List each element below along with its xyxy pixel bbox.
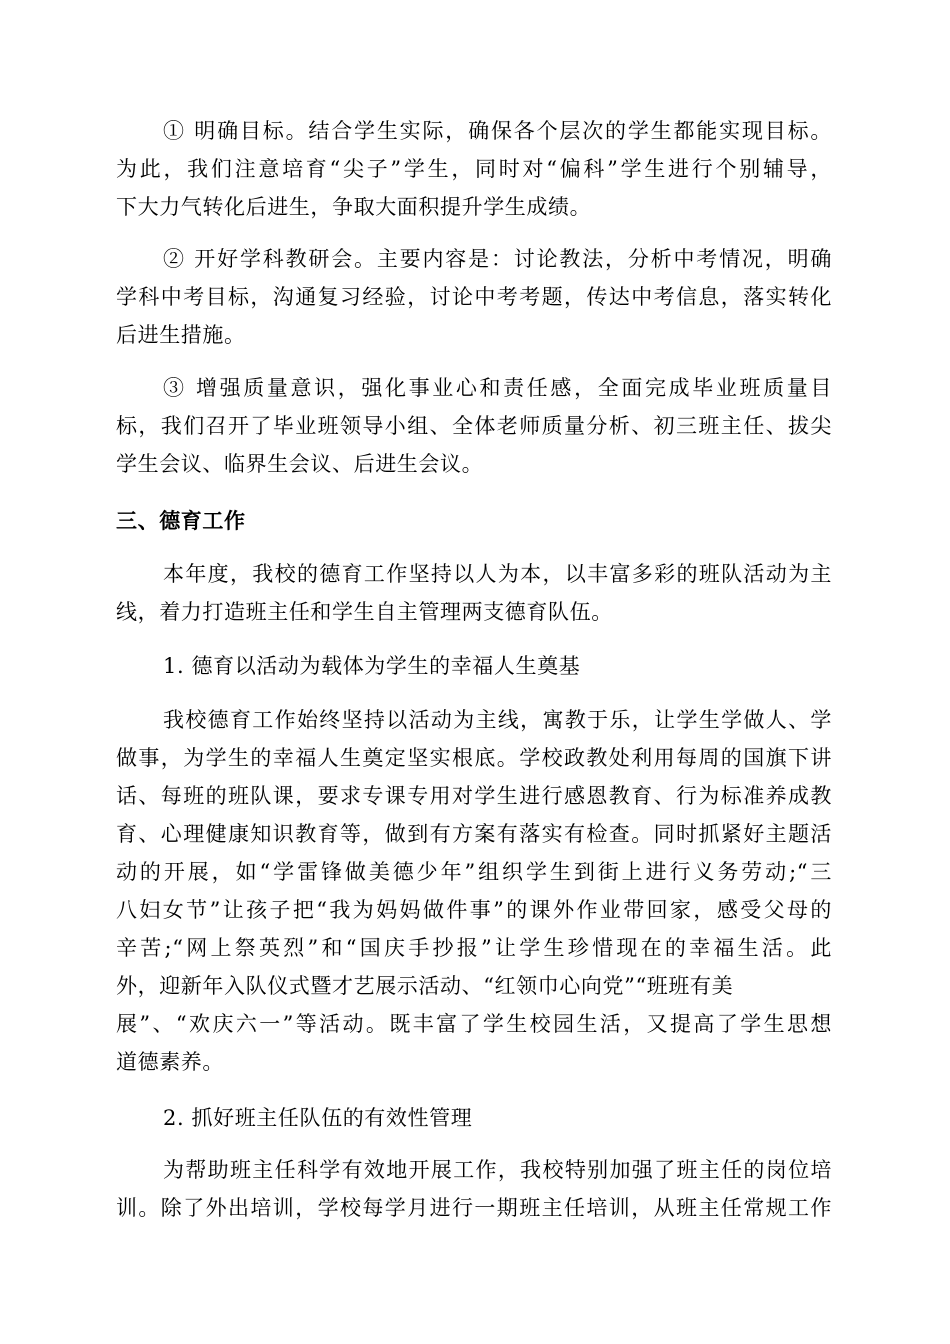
- paragraph-line: 我校德育工作始终坚持以活动为主线，寓教于乐，让学生学做人、学: [163, 708, 832, 732]
- paragraph-line: 为此，我们注意培育“尖子”学生，同时对“偏科”学生进行个别辅导，: [116, 157, 832, 181]
- subsection-heading: 2. 抓好班主任队伍的有效性管理: [163, 1106, 473, 1130]
- paragraph-line: 八妇女节”让孩子把“我为妈妈做件事”的课外作业带回家，感受父母的: [116, 898, 832, 922]
- paragraph-line: 动的开展，如“学雷锋做美德少年”组织学生到街上进行义务劳动;“三: [116, 860, 832, 884]
- paragraph-line: 为帮助班主任科学有效地开展工作，我校特别加强了班主任的岗位培: [163, 1158, 832, 1182]
- paragraph-line: 话、每班的班队课，要求专课专用对学生进行感恩教育、行为标准养成教: [116, 784, 832, 808]
- paragraph-line: 展”、“欢庆六一”等活动。既丰富了学生校园生活，又提高了学生思想: [116, 1012, 832, 1036]
- paragraph-line: 本年度，我校的德育工作坚持以人为本，以丰富多彩的班队活动为主: [163, 562, 832, 586]
- paragraph-line: 后进生措施。: [116, 323, 246, 347]
- paragraph-line: 标，我们召开了毕业班领导小组、全体老师质量分析、初三班主任、拔尖: [116, 414, 832, 438]
- section-heading: 三、德育工作: [116, 509, 246, 533]
- paragraph-line: 道德素养。: [116, 1050, 224, 1074]
- paragraph-line: 学科中考目标，沟通复习经验，讨论中考考题，传达中考信息，落实转化: [116, 285, 832, 309]
- paragraph-line: 下大力气转化后进生，争取大面积提升学生成绩。: [116, 195, 592, 219]
- paragraph-line: ① 明确目标。结合学生实际，确保各个层次的学生都能实现目标。: [163, 119, 832, 143]
- paragraph-line: 线，着力打造班主任和学生自主管理两支德育队伍。: [116, 600, 613, 624]
- paragraph-line: ② 开好学科教研会。主要内容是：讨论教法，分析中考情况，明确: [163, 247, 832, 271]
- paragraph-line: 外，迎新年入队仪式暨才艺展示活动、“红领巾心向党”“班班有美: [116, 974, 734, 998]
- paragraph-line: 学生会议、临界生会议、后进生会议。: [116, 452, 484, 476]
- paragraph-line: 辛苦;“网上祭英烈”和“国庆手抄报”让学生珍惜现在的幸福生活。此: [116, 936, 832, 960]
- subsection-heading: 1. 德育以活动为载体为学生的幸福人生奠基: [163, 654, 581, 678]
- paragraph-line: 做事，为学生的幸福人生奠定坚实根底。学校政教处利用每周的国旗下讲: [116, 746, 832, 770]
- paragraph-line: 训。除了外出培训，学校每学月进行一期班主任培训，从班主任常规工作: [116, 1196, 832, 1220]
- paragraph-line: ③ 增强质量意识，强化事业心和责任感，全面完成毕业班质量目: [163, 376, 832, 400]
- paragraph-line: 育、心理健康知识教育等，做到有方案有落实有检查。同时抓紧好主题活: [116, 822, 832, 846]
